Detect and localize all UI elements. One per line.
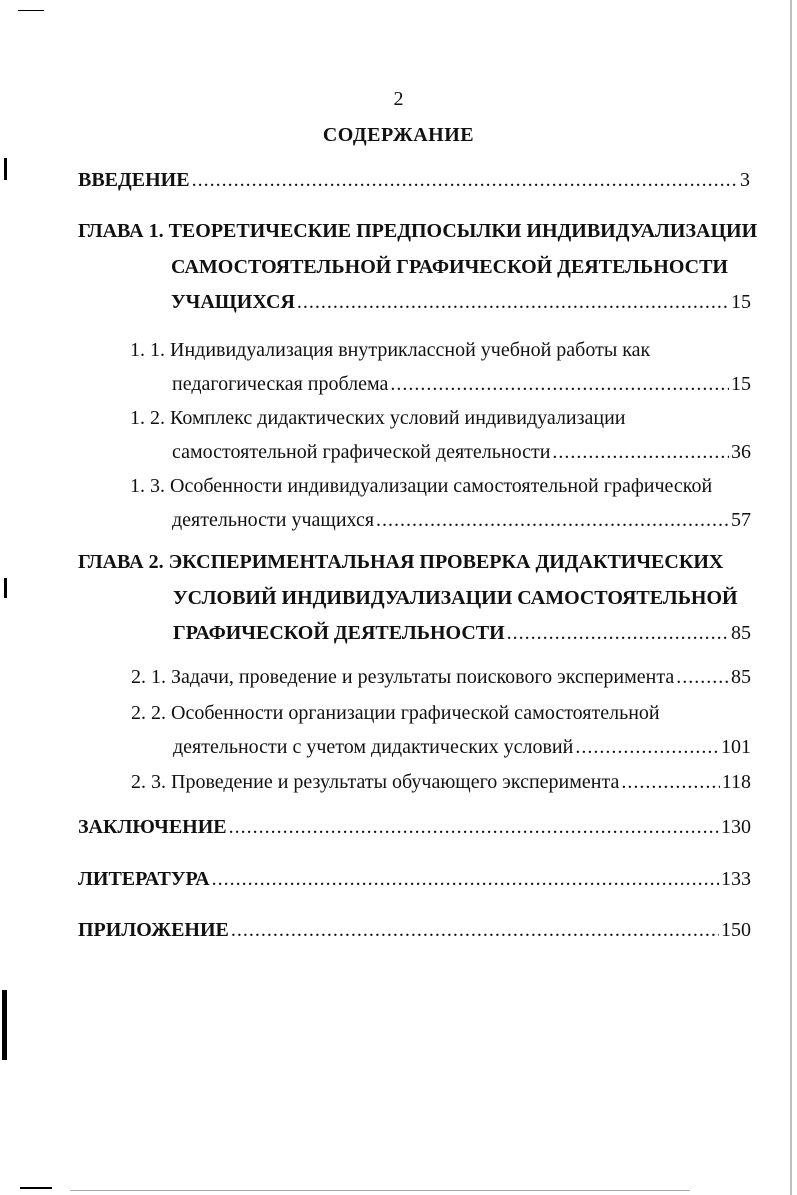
toc-label: ПРИЛОЖЕНИЕ — [78, 919, 229, 941]
toc-label: 2. 3. Проведение и результаты обучающего эксперимента — [131, 771, 620, 793]
toc-entry-chapter1 — [171, 290, 751, 314]
scan-artifact — [4, 578, 7, 598]
scan-artifact — [4, 158, 7, 180]
toc-label: деятельности с учетом дидактических условий — [173, 736, 574, 758]
toc-page: 130 — [721, 816, 751, 838]
toc-leader — [552, 440, 729, 464]
toc-page: 15 — [731, 373, 751, 395]
toc-label: педагогическая проблема — [172, 373, 389, 395]
toc-section-1-3-line1: 1. 3. Особенности индивидуализации самостоятельной графической — [130, 475, 713, 497]
scan-artifact — [20, 1187, 52, 1189]
toc-label: самостоятельной графической деятельности — [172, 441, 551, 463]
toc-leader — [229, 815, 719, 839]
toc-section-1-3 — [172, 508, 751, 532]
toc-section-2-3 — [131, 770, 751, 794]
toc-label: ЛИТЕРАТУРА — [78, 868, 210, 890]
toc-section-2-2 — [173, 735, 751, 759]
toc-page: 85 — [731, 666, 751, 688]
toc-section-1-2-line1: 1. 2. Комплекс дидактических условий индивидуализации — [130, 407, 626, 429]
toc-entry-appendix — [78, 918, 751, 942]
toc-chapter2-line1: ГЛАВА 2. ЭКСПЕРИМЕНТАЛЬНАЯ ПРОВЕРКА ДИДАКТИЧЕСКИХ — [78, 551, 724, 573]
toc-leader — [575, 735, 719, 759]
toc-chapter2-line2: УСЛОВИЙ ИНДИВИДУАЛИЗАЦИИ САМОСТОЯТЕЛЬНОЙ — [173, 587, 738, 609]
toc-page: 133 — [721, 868, 751, 890]
toc-label: ВВЕДЕНИЕ — [78, 169, 190, 191]
toc-entry-conclusion — [78, 815, 751, 839]
scan-artifact — [18, 10, 44, 11]
toc-page: 57 — [731, 509, 751, 531]
toc-page: 150 — [721, 919, 751, 941]
toc-chapter1-line2: САМОСТОЯТЕЛЬНОЙ ГРАФИЧЕСКОЙ ДЕЯТЕЛЬНОСТИ — [171, 256, 728, 278]
toc-leader — [192, 168, 738, 192]
toc-leader — [507, 621, 729, 645]
toc-leader — [376, 508, 729, 532]
toc-section-1-1 — [172, 372, 751, 396]
toc-section-2-1 — [131, 665, 751, 689]
scan-artifact — [70, 1190, 690, 1191]
scan-artifact — [790, 0, 792, 1195]
toc-chapter1-line1: ГЛАВА 1. ТЕОРЕТИЧЕСКИЕ ПРЕДПОСЫЛКИ ИНДИВИДУАЛИЗАЦИИ — [78, 220, 758, 242]
page-title: СОДЕРЖАНИЕ — [322, 124, 475, 146]
toc-entry-chapter2 — [173, 621, 751, 645]
scan-artifact — [2, 990, 7, 1060]
toc-section-1-2 — [172, 440, 751, 464]
page-number: 2 — [393, 88, 404, 110]
toc-page: 36 — [731, 441, 751, 463]
toc-label: УЧАЩИХСЯ — [171, 291, 295, 313]
toc-label: деятельности учащихся — [172, 509, 375, 531]
toc-page: 3 — [740, 169, 750, 191]
toc-label: ГРАФИЧЕСКОЙ ДЕЯТЕЛЬНОСТИ — [173, 622, 505, 644]
toc-section-1-1-line1: 1. 1. Индивидуализация внутриклассной учебной работы как — [130, 339, 651, 361]
toc-leader — [621, 770, 719, 794]
toc-page: 118 — [721, 771, 751, 793]
toc-page: 101 — [721, 736, 751, 758]
toc-label: ЗАКЛЮЧЕНИЕ — [78, 816, 227, 838]
toc-section-2-2-line1: 2. 2. Особенности организации графической самостоятельной — [131, 702, 660, 724]
toc-leader — [676, 665, 729, 689]
toc-leader — [297, 290, 729, 314]
toc-entry-intro — [78, 168, 750, 192]
toc-leader — [212, 867, 719, 891]
toc-page: 85 — [731, 622, 751, 644]
toc-entry-literature — [78, 867, 751, 891]
toc-page: 15 — [731, 291, 751, 313]
toc-label: 2. 1. Задачи, проведение и результаты поискового эксперимента — [131, 666, 675, 688]
toc-leader — [390, 372, 729, 396]
toc-leader — [231, 918, 719, 942]
